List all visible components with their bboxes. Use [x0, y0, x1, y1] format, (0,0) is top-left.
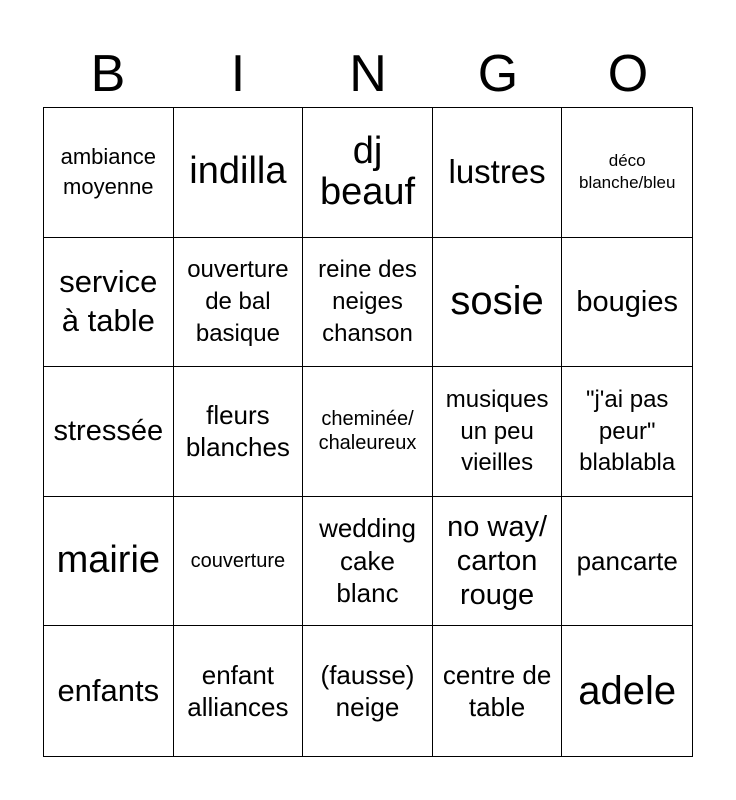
- bingo-cell[interactable]: adele: [578, 668, 677, 713]
- bingo-cell[interactable]: pancarte: [562, 497, 692, 627]
- bingo-cell[interactable]: cheminée/ chaleureux: [303, 367, 433, 497]
- bingo-cell[interactable]: lustres: [433, 108, 563, 238]
- bingo-cell[interactable]: (fausse) neige: [303, 626, 433, 756]
- bingo-cell[interactable]: no way/ carton rouge: [433, 497, 563, 627]
- bingo-cell[interactable]: dj beauf: [303, 108, 433, 238]
- bingo-cell[interactable]: service à table: [44, 238, 174, 368]
- bingo-cell[interactable]: ambiance moyenne: [44, 108, 174, 238]
- bingo-cell[interactable]: bougies: [562, 238, 692, 368]
- header-letter-i: I: [230, 45, 246, 103]
- bingo-cell[interactable]: sosie: [433, 238, 563, 368]
- bingo-cell[interactable]: déco blanche/bleu: [562, 108, 692, 238]
- header-letter-g: G: [477, 45, 519, 103]
- bingo-cell[interactable]: enfants: [44, 626, 174, 756]
- header-letter-o: O: [607, 45, 649, 103]
- bingo-cell[interactable]: musiques un peu vieilles: [433, 367, 563, 497]
- bingo-cell[interactable]: indilla: [174, 108, 304, 238]
- header-letter-n: N: [349, 45, 387, 103]
- bingo-cell[interactable]: couverture: [174, 497, 304, 627]
- bingo-cell[interactable]: enfant alliances: [174, 626, 304, 756]
- bingo-cell[interactable]: wedding cake blanc: [303, 497, 433, 627]
- header-letter-b: B: [90, 45, 126, 103]
- bingo-board: [43, 107, 693, 757]
- bingo-cell[interactable]: ouverture de bal basique: [174, 238, 304, 368]
- bingo-cell[interactable]: fleurs blanches: [174, 367, 304, 497]
- bingo-cell[interactable]: "j'ai pas peur" blablabla: [562, 367, 692, 497]
- bingo-header: [43, 40, 693, 108]
- bingo-cell[interactable]: centre de table: [433, 626, 563, 756]
- bingo-cell[interactable]: reine des neiges chanson: [303, 238, 433, 368]
- bingo-cell[interactable]: mairie: [44, 497, 174, 627]
- bingo-cell[interactable]: stressée: [44, 367, 174, 497]
